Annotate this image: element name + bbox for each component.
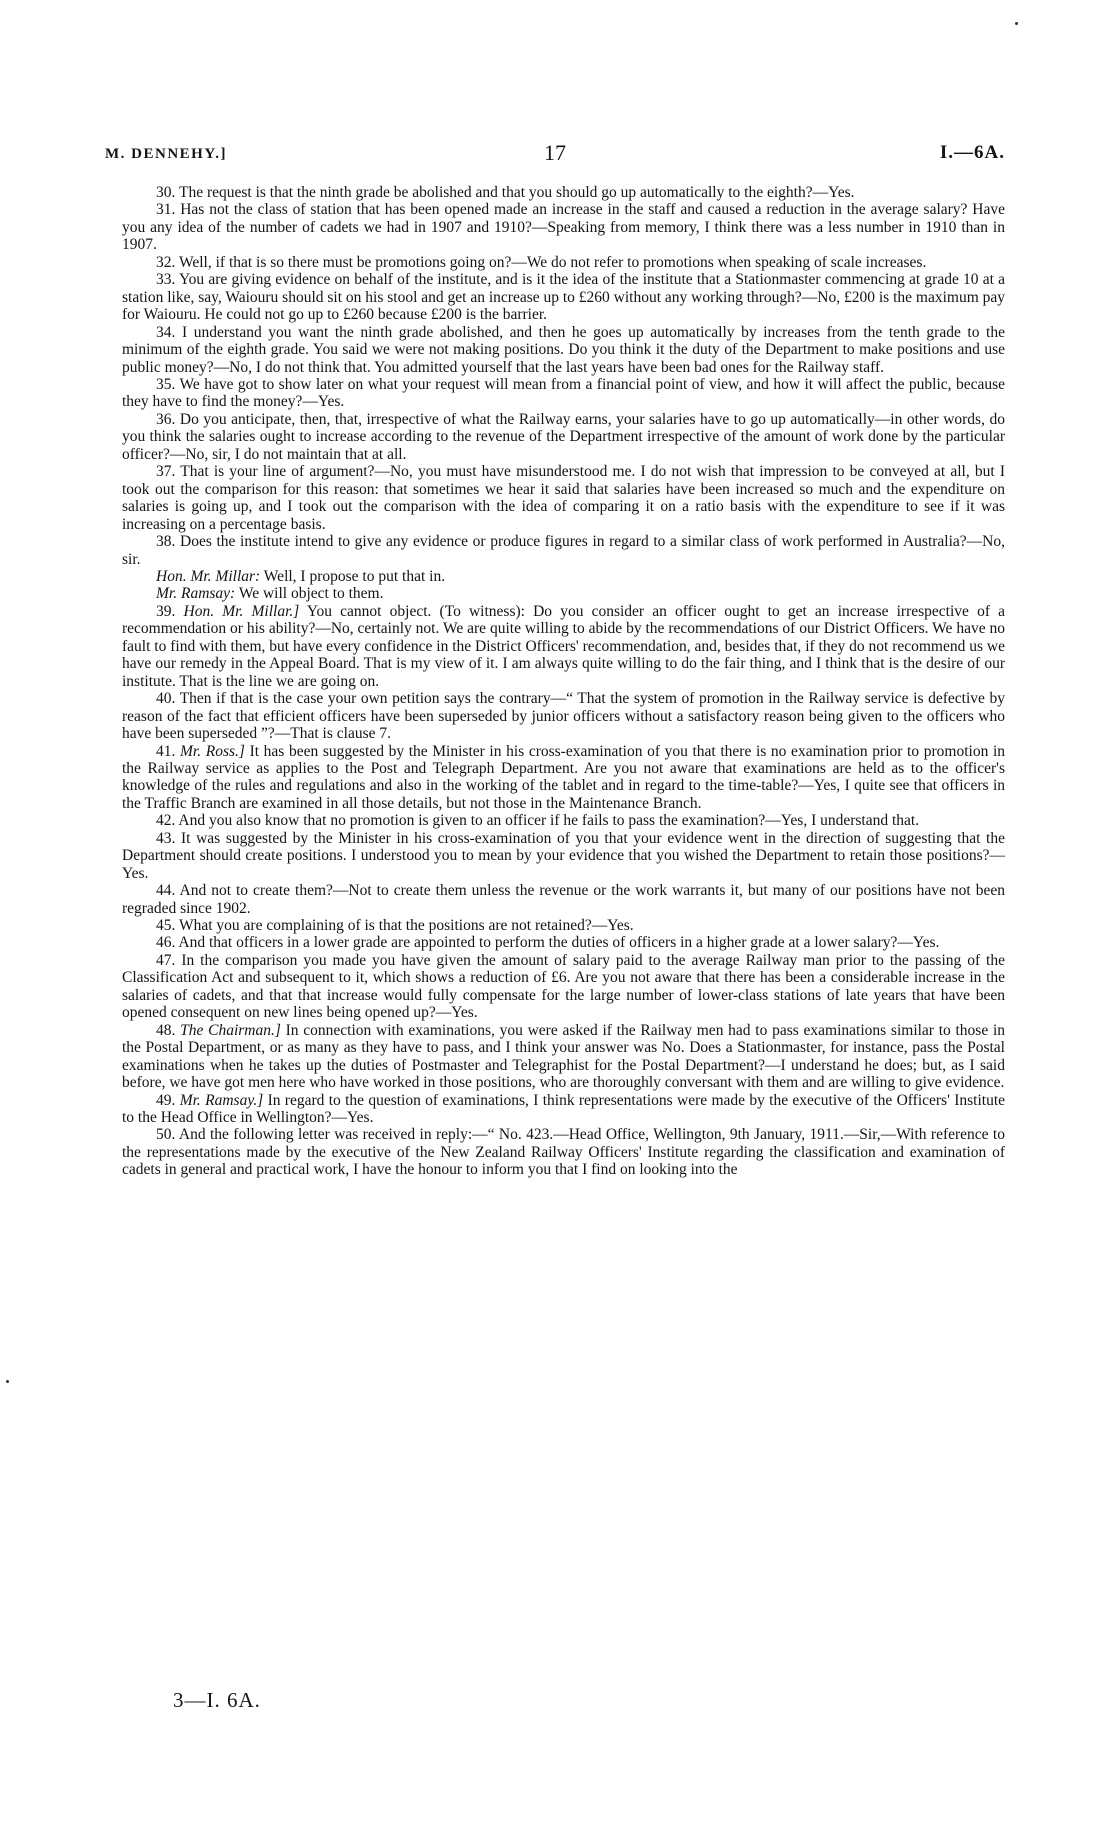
question-text: You cannot object. (To witness): Do you consider an officer ought to get an increase irrespective of a recommendation or his ability?—No, certainly not. We are quite willing to abide by the recommendations of our District Officers. We have no fault to find with them, but have every confidence in the District Officers' recommendation, and, besides that, if they do not recommend us we have our remedy in the Appeal Board. That is my view of it. I am always quite willing to do the fair thing, and I think that is the desire of our institute. That is the line we are going on. — [122, 602, 1006, 690]
speaker-label: Mr. Ramsay: — [156, 585, 236, 603]
paragraph-40: 40. Then if that is the case your own petition says the contrary—“ That the system of promotion in the Railway service is defective by reason of the fact that efficient officers have been superseded by junior officers without a satisfactory reason being given to the officers who have been superseded ”?—That is clause 7. — [122, 690, 1005, 743]
paragraph-41 — [122, 743, 1005, 813]
speck-mark — [1015, 22, 1018, 25]
question-number: 48. — [156, 1021, 181, 1039]
paragraph-46: 46. And that officers in a lower grade are appointed to perform the duties of officers in a higher grade at a lower salary?—Yes. — [156, 934, 940, 952]
witness-name: M. DENNEHY.] — [105, 146, 228, 162]
paragraph-36: 36. Do you anticipate, then, that, irrespective of what the Railway earns, your salaries have to go up automatically—in other words, do you think the salaries ought to increase according to the revenue of the Department irrespective of the amount of work done by the particular officer?—No, sir, I do not maintain that at all. — [122, 410, 1005, 463]
speaker-label: Hon. Mr. Millar.] — [183, 602, 300, 620]
interjection-ramsay — [122, 585, 1005, 602]
document-reference: I.—6A. — [939, 142, 1005, 163]
question-number: 41. — [156, 742, 181, 760]
paragraph-39 — [122, 603, 1005, 690]
paragraph-50: 50. And the following letter was received in reply:—“ No. 423.—Head Office, Wellington, 9th January, 1911.—Sir,—With reference to the representations made by the executive of the New Zealand Railway Officers' Institute regarding the classification and examination of cadets in general and practical work, I have the honour to inform you that I find on looking into the — [122, 1126, 1005, 1179]
paragraph-30: 30. The request is that the ninth grade be abolished and that you should go up automatically to the eighth?—Yes. — [156, 184, 855, 201]
speck-mark — [6, 1380, 9, 1383]
paragraph-34: 34. I understand you want the ninth grade abolished, and then he goes up automatically by increases from the tenth grade to the minimum of the eighth grade. You said we were not making positions. Do you think it the duty of the Department to make positions and use public money?—No, I do not think that. You admitted yourself that the last years have been bad ones for the Railway staff. — [122, 323, 1005, 376]
paragraph-43: 43. It was suggested by the Minister in his cross-examination of you that your evidence went in the direction of suggesting that the Department should create positions. I understood you to mean by your evidence that you wished the Department to retain those positions?—Yes. — [122, 829, 1005, 882]
paragraph-49 — [122, 1092, 1005, 1127]
question-text: It has been suggested by the Minister in his cross-examination of you that there is no examination prior to promotion in the Railway service as applies to the Post and Telegraph Department. Are you not aware that examinations are held as to the officer's knowledge of the rules and regulations and also in the working of the tablet and in regard to the time-table?—Yes, I quite see that officers in the Traffic Branch are examined in all those details, but not those in the Maintenance Branch. — [122, 742, 1006, 812]
paragraph-45: 45. What you are complaining of is that the positions are not retained?—Yes. — [156, 917, 634, 935]
paragraph-48 — [122, 1022, 1005, 1092]
question-text: In connection with examinations, you were asked if the Railway men had to pass examinations similar to those in the Postal Department, or as many as they have to pass, and I think your answer was No. Does a Stationmaster, for instance, pass the Postal examinations when he takes up the duties of Postmaster and Telegraphist for the Postal Department?—I understand he does; but, as I said before, we have got men here who have worked in those positions, who are thoroughly conversant with them and are willing to give evidence. — [122, 1021, 1006, 1092]
speaker-label: Hon. Mr. Millar: — [156, 567, 261, 585]
paragraph-37: 37. That is your line of argument?—No, you must have misunderstood me. I do not wish that impression to be conveyed at all, but I took out the comparison for this reason: that sometimes we hear it said that salaries have been increased so much and the expenditure on salaries is going up, and I took out the comparison with the idea of comparing it on a ratio basis with the expenditure to see if it was increasing on a percentage basis. — [122, 463, 1005, 533]
interjection-text: We will object to them. — [235, 585, 384, 603]
page-header — [105, 140, 1005, 170]
question-number: 39. — [156, 602, 184, 620]
signature-mark: 3—I. 6A. — [173, 1688, 261, 1712]
paragraph-33: 33. You are giving evidence on behalf of the institute, and is it the idea of the institute that a Stationmaster commencing at grade 10 at a station like, say, Waiouru should sit on his stool and get an increase up to £260 without any working through?—No, £200 is the maximum pay for Waiouru. He could not go up to £260 because £200 is the barrier. — [122, 271, 1006, 324]
paragraph-47: 47. In the comparison you made you have given the amount of salary paid to the average Railway man prior to the passing of the Classification Act and subsequent to it, which shows a reduction of £6. Are you not aware that there has been a considerable increase in the salaries of cadets, and that that increase would fully compensate for the large number of lower-class stations of late years that have been opened consequent on new lines being opened up?—Yes. — [122, 951, 1005, 1022]
paragraph-38: 38. Does the institute intend to give any evidence or produce figures in regard to a similar class of work performed in Australia?—No, sir. — [122, 533, 1005, 568]
speaker-label: Mr. Ramsay.] — [179, 1091, 264, 1109]
paragraph-44: 44. And not to create them?—Not to create them unless the revenue or the work warrants it, but many of our positions have not been regraded since 1902. — [122, 882, 1005, 917]
paragraph-31: 31. Has not the class of station that has been opened made an increase in the staff and caused a reduction in the average salary? Have you any idea of the number of cadets we had in 1907 and 1910?—Speaking from memory, I think there was a less number in 1910 than in 1907. — [122, 201, 1005, 254]
question-number: 49. — [156, 1091, 180, 1109]
interjection-millar — [122, 568, 1005, 585]
interjection-text: Well, I propose to put that in. — [260, 567, 446, 585]
speaker-label: Mr. Ross.] — [180, 742, 245, 760]
paragraph-32: 32. Well, if that is so there must be promotions going on?—We do not refer to promotions when speaking of scale increases. — [156, 253, 927, 271]
paragraph-35: 35. We have got to show later on what your request will mean from a financial point of view, and how it will affect the public, because they have to find the money?—Yes. — [122, 375, 1005, 411]
page-number: 17 — [544, 140, 566, 165]
question-text: In regard to the question of examinations, I think representations were made by the executive of the Officers' Institute to the Head Office in Wellington?—Yes. — [122, 1091, 1005, 1127]
evidence-text — [122, 184, 1005, 1179]
speaker-label: The Chairman.] — [180, 1021, 281, 1039]
paragraph-42: 42. And you also know that no promotion is given to an officer if he fails to pass the examination?—Yes, I understand that. — [156, 812, 920, 830]
